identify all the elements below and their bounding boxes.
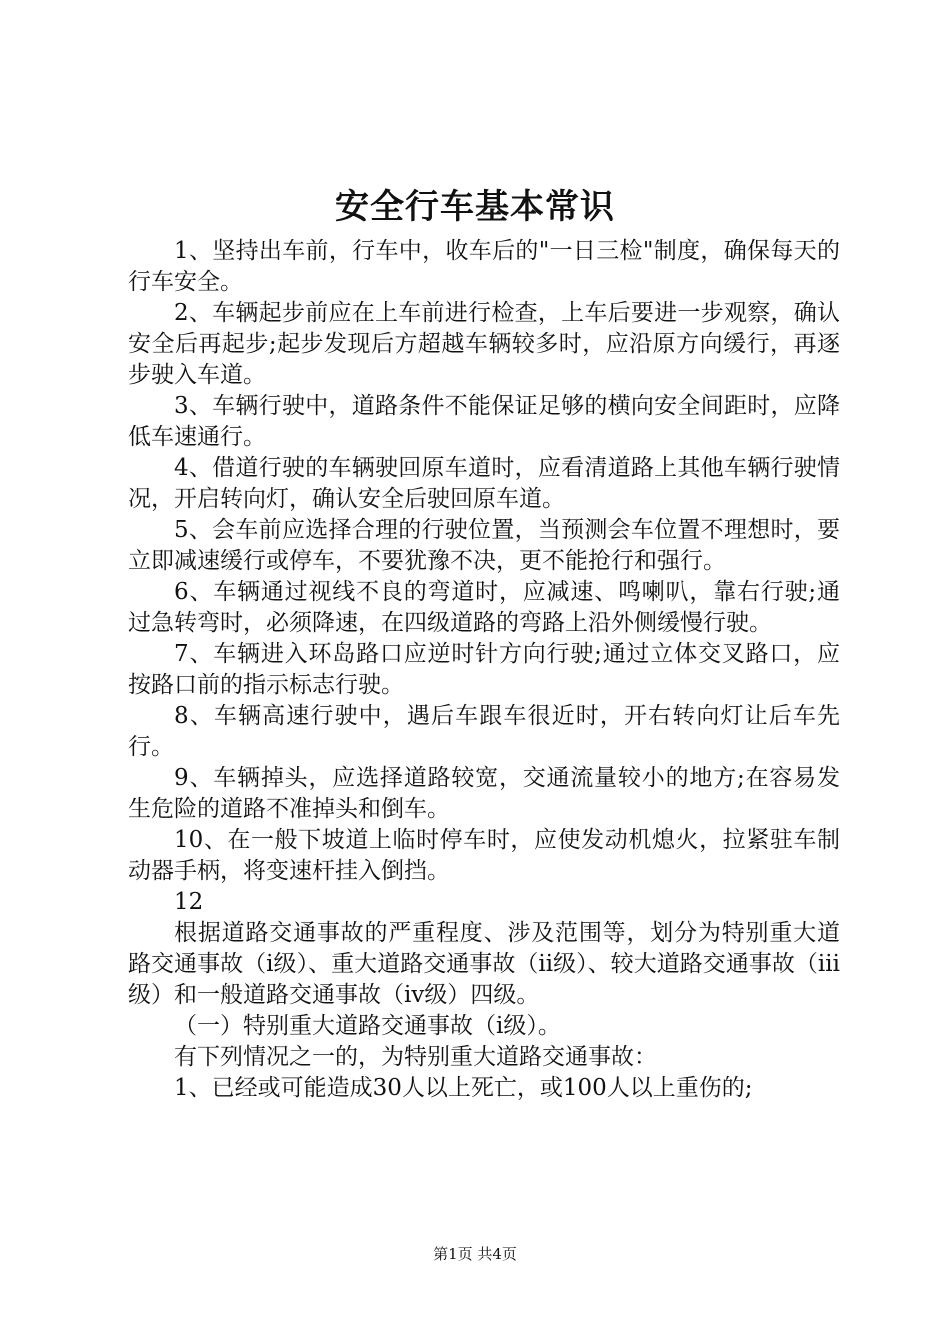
page-footer: 第1页 共4页: [433, 1245, 517, 1263]
paragraph-3: 3、车辆行驶中，道路条件不能保证足够的横向安全间距时，应降低车速通行。: [128, 393, 840, 450]
paragraph-intro: 有下列情况之一的，为特别重大道路交通事故：: [174, 1044, 657, 1070]
paragraph-section-heading: （一）特别重大道路交通事故（ⅰ级）。: [174, 1013, 561, 1039]
paragraph-4: 4、借道行驶的车辆驶回原车道时，应看清道路上其他车辆行驶情况，开启转向灯，确认安全后驶回原车道。: [128, 455, 840, 512]
document-body: [128, 236, 840, 1104]
paragraph-2: 2、车辆起步前应在上车前进行检查，上车后要进一步观察，确认安全后再起步;起步发现后方超越车辆较多时，应沿原方向缓行，再逐步驶入车道。: [128, 300, 840, 388]
paragraph-classification: 根据道路交通事故的严重程度、涉及范围等，划分为特别重大道路交通事故（ⅰ级）、重大道路交通事故（ⅱ级）、较大道路交通事故（ⅲ级）和一般道路交通事故（ⅳ级）四级。: [128, 920, 840, 1008]
document-title: 安全行车基本常识: [335, 187, 615, 227]
paragraph-5: 5、会车前应选择合理的行驶位置，当预测会车位置不理想时，要立即减速缓行或停车，不要犹豫不决，更不能抢行和强行。: [128, 517, 840, 574]
paragraph-6: 6、车辆通过视线不良的弯道时，应减速、鸣喇叭，靠右行驶;通过急转弯时，必须降速，在四级道路的弯路上沿外侧缓慢行驶。: [128, 579, 840, 636]
paragraph-1: 1、坚持出车前，行车中，收车后的"一日三检"制度，确保每天的行车安全。: [128, 238, 840, 295]
paragraph-9: 9、车辆掉头，应选择道路较宽，交通流量较小的地方;在容易发生危险的道路不准掉头和倒车。: [128, 765, 840, 822]
paragraph-number-12: 12: [174, 889, 204, 915]
paragraph-10: 10、在一般下坡道上临时停车时，应使发动机熄火，拉紧驻车制动器手柄，将变速杆挂入倒挡。: [128, 827, 840, 884]
paragraph-8: 8、车辆高速行驶中，遇后车跟车很近时，开右转向灯让后车先行。: [128, 703, 840, 760]
paragraph-criteria-1: 1、已经或可能造成30人以上死亡，或100人以上重伤的;: [174, 1075, 753, 1101]
paragraph-7: 7、车辆进入环岛路口应逆时针方向行驶;通过立体交叉路口，应按路口前的指示标志行驶。: [128, 641, 840, 698]
